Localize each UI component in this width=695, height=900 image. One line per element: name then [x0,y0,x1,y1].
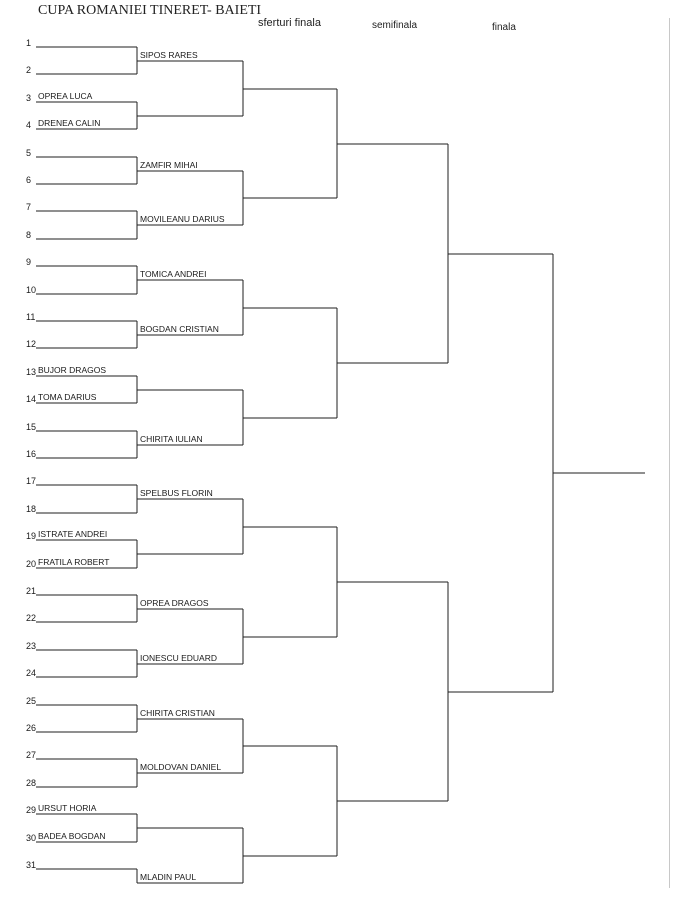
slot-number: 21 [26,586,37,596]
slot-number: 19 [26,531,37,541]
round2-player-name: CHIRITA CRISTIAN [140,708,215,718]
player-name: URSUT HORIA [38,803,97,813]
player-name: FRATILA ROBERT [38,557,110,567]
slot-number: 24 [26,668,37,678]
slot-number: 2 [26,65,32,75]
slot-number: 13 [26,367,37,377]
round2-player-name: TOMICA ANDREI [140,269,207,279]
slot-number: 3 [26,93,32,103]
slot-number: 28 [26,778,37,788]
slot-number: 9 [26,257,32,267]
slot-number: 5 [26,148,32,158]
slot-number: 6 [26,175,32,185]
slot-number: 4 [26,120,32,130]
slot-number: 10 [26,285,37,295]
player-name: OPREA LUCA [38,91,93,101]
round2-player-name: OPREA DRAGOS [140,598,209,608]
slot-number: 20 [26,559,37,569]
player-name: BUJOR DRAGOS [38,365,107,375]
round-label-semifinal: semifinala [372,20,418,31]
slot-number: 12 [26,339,37,349]
round-label-final: finala [492,22,516,33]
round2-player-name: CHIRITA IULIAN [140,434,203,444]
slot-number: 11 [26,312,36,322]
player-name: ISTRATE ANDREI [38,529,108,539]
round-label-quarterfinal: sferturi finala [258,17,321,29]
round2-player-name: MLADIN PAUL [140,872,197,882]
round2-player-name: ZAMFIR MIHAI [140,160,198,170]
round2-player-name: MOLDOVAN DANIEL [140,762,222,772]
slot-number: 18 [26,504,37,514]
round2-player-name: IONESCU EDUARD [140,653,217,663]
slot-number: 30 [26,833,37,843]
page-edge-line [669,18,670,888]
slot-number: 31 [26,860,37,870]
slot-number: 1 [26,38,32,48]
slot-number: 25 [26,696,37,706]
slot-number: 23 [26,641,37,651]
slot-number: 15 [26,422,37,432]
slot-number: 17 [26,476,37,486]
bracket-title: CUPA ROMANIEI TINERET- BAIETI [38,3,262,18]
round2-player-name: SIPOS RARES [140,50,198,60]
slot-number: 8 [26,230,32,240]
player-name: BADEA BOGDAN [38,831,106,841]
slot-number: 27 [26,750,37,760]
slot-number: 14 [26,394,37,404]
round2-player-name: MOVILEANU DARIUS [140,214,225,224]
slot-number: 7 [26,202,32,212]
round2-player-name: SPELBUS FLORIN [140,488,213,498]
player-name: DRENEA CALIN [38,118,101,128]
slot-number: 16 [26,449,37,459]
slot-number: 26 [26,723,37,733]
slot-number: 29 [26,805,37,815]
round2-player-name: BOGDAN CRISTIAN [140,324,219,334]
player-name: TOMA DARIUS [38,392,97,402]
slot-number: 22 [26,613,37,623]
